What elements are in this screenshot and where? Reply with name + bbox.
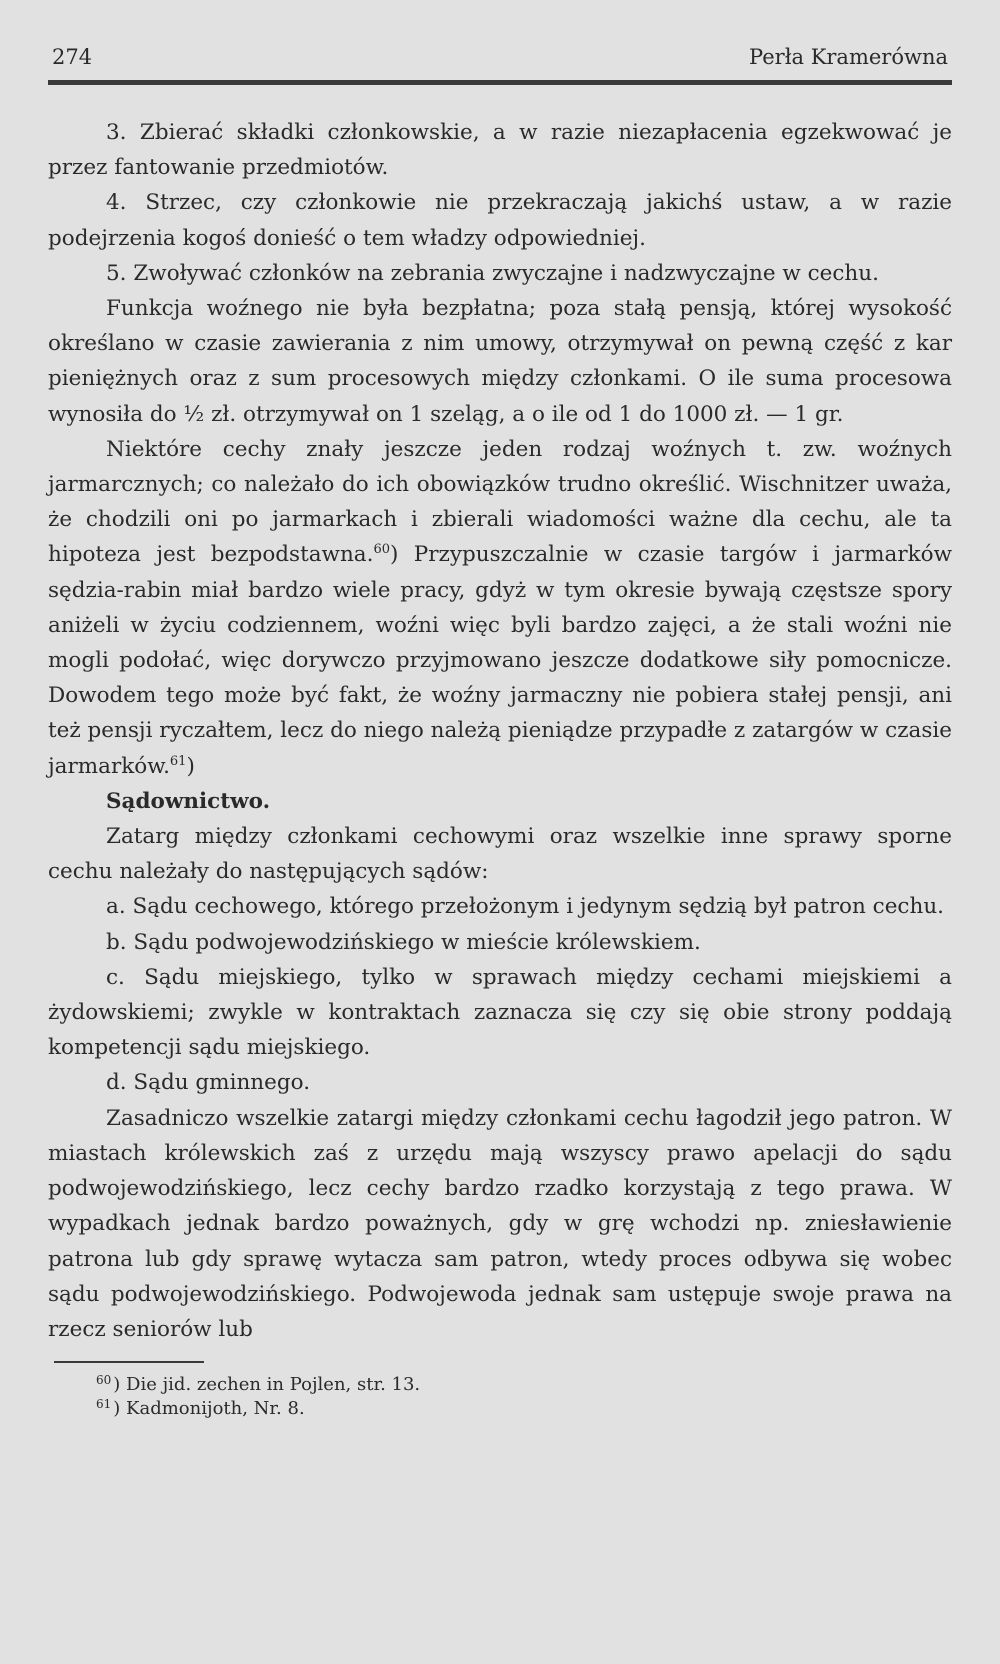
paragraph-courts-intro: Zatarg między członkami cechowymi oraz wszelkie inne sprawy sporne cechu należały do następujących sądów: xyxy=(48,824,952,885)
footnote-text-61: ) Kadmonijoth, Nr. 8. xyxy=(113,1397,305,1419)
footnote-61 xyxy=(48,1397,952,1421)
paragraph-patron-disputes: Zasadniczo wszelkie zatargi między członkami cechu łagodził jego patron. W miastach królewskich zaś z urzędu mają wszyscy prawo apelacji do sądu podwojewodzińskiego, lecz cechy bardzo rzadko korzystają z tego prawa. W wypadkach jednak bardzo poważnych, gdy w grę wchodzi np. zniesławienie patrona lub gdy sprawę wytacza sam patron, wtedy proces odbywa się wobec sądu podwojewodzińskiego. Podwojewoda jednak sam ustępuje swoje prawa na rzecz seniorów lub xyxy=(48,1105,952,1342)
page-header xyxy=(48,40,952,70)
section-heading: Sądownictwo. xyxy=(106,788,271,814)
footnote-text-60: ) Die jid. zechen in Pojlen, str. 13. xyxy=(113,1373,421,1395)
fair-beadles-text-2: ) Przypuszczalnie w czasie targów i jarmarków sędzia-rabin miał bardzo wiele pracy, gdyż w tym okresie bywają częstsze spory aniżeli w życiu codziennem, woźni więc byli bardzo zajęci, a że stali woźni nie mogli podołać, więc dorywczo przyjmowano jeszcze dodatkowe siły pomocnicze. Dowodem tego może być fakt, że woźny jarmaczny nie pobiera stałej pensji, ani też pensji ryczałtem, lecz do niego należą pieniądze przypadłe z zatargów w czasie jarmarków. xyxy=(48,542,952,779)
fair-beadles-text-1: Niektóre cechy znały jeszcze jeden rodzaj woźnych t. zw. woźnych jarmarcznych; co należało do ich obowiązków trudno określić. Wischnitzer uważa, że chodzili oni po jarmarkach i zbierali wiadomości ważne dla cechu, ale ta hipoteza jest bezpodstawna. xyxy=(48,436,952,568)
header-rule xyxy=(48,80,952,85)
paragraph-duty-3: 3. Zbierać składki członkowskie, a w razie niezapłacenia egzekwować je przez fantowanie przedmiotów. xyxy=(48,120,952,181)
paragraph-court-c: c. Sądu miejskiego, tylko w sprawach między cechami miejskiemi a żydowskiemi; zwykle w kontraktach zaznacza się czy się obie strony poddają kompetencji sądu miejskiego. xyxy=(48,964,952,1061)
paragraph-beadle-pay: Funkcja woźnego nie była bezpłatna; poza stałą pensją, której wysokość określano w czasie zawierania z nim umowy, otrzymywał on pewną część z kar pieniężnych oraz z sum procesowych między członkami. O ile suma procesowa wynosiła do ½ zł. otrzymywał on 1 szeląg, a o ile od 1 do 1000 zł. — 1 gr. xyxy=(48,296,952,427)
paragraph-court-b: b. Sądu podwojewodzińskiego w mieście królewskiem. xyxy=(106,929,701,955)
footnote-60 xyxy=(48,1373,952,1397)
paragraph-fair-beadles xyxy=(48,432,952,784)
footnotes xyxy=(48,1373,952,1421)
paragraph-duty-4: 4. Strzec, czy członkowie nie przekraczają jakichś ustaw, a w razie podejrzenia kogoś donieść o tem władzy odpowiedniej. xyxy=(48,190,952,251)
footnote-mark-60: 60 xyxy=(96,1372,112,1387)
page-number: 274 xyxy=(52,45,93,69)
body-text xyxy=(48,115,952,1347)
footnote-mark-61: 61 xyxy=(96,1396,112,1411)
footnote-rule xyxy=(54,1361,204,1363)
footnote-ref-61: 61 xyxy=(169,753,187,769)
footnote-ref-60: 60 xyxy=(373,542,391,558)
paragraph-court-a: a. Sądu cechowego, którego przełożonym i jedynym sędzią był patron cechu. xyxy=(106,894,944,920)
fair-beadles-text-3: ) xyxy=(186,753,195,779)
paragraph-duty-5: 5. Zwoływać członków na zebrania zwyczajne i nadzwyczajne w cechu. xyxy=(106,260,879,286)
book-page xyxy=(48,40,952,1421)
running-title: Perła Kramerówna xyxy=(749,45,948,69)
paragraph-court-d: d. Sądu gminnego. xyxy=(106,1070,311,1096)
